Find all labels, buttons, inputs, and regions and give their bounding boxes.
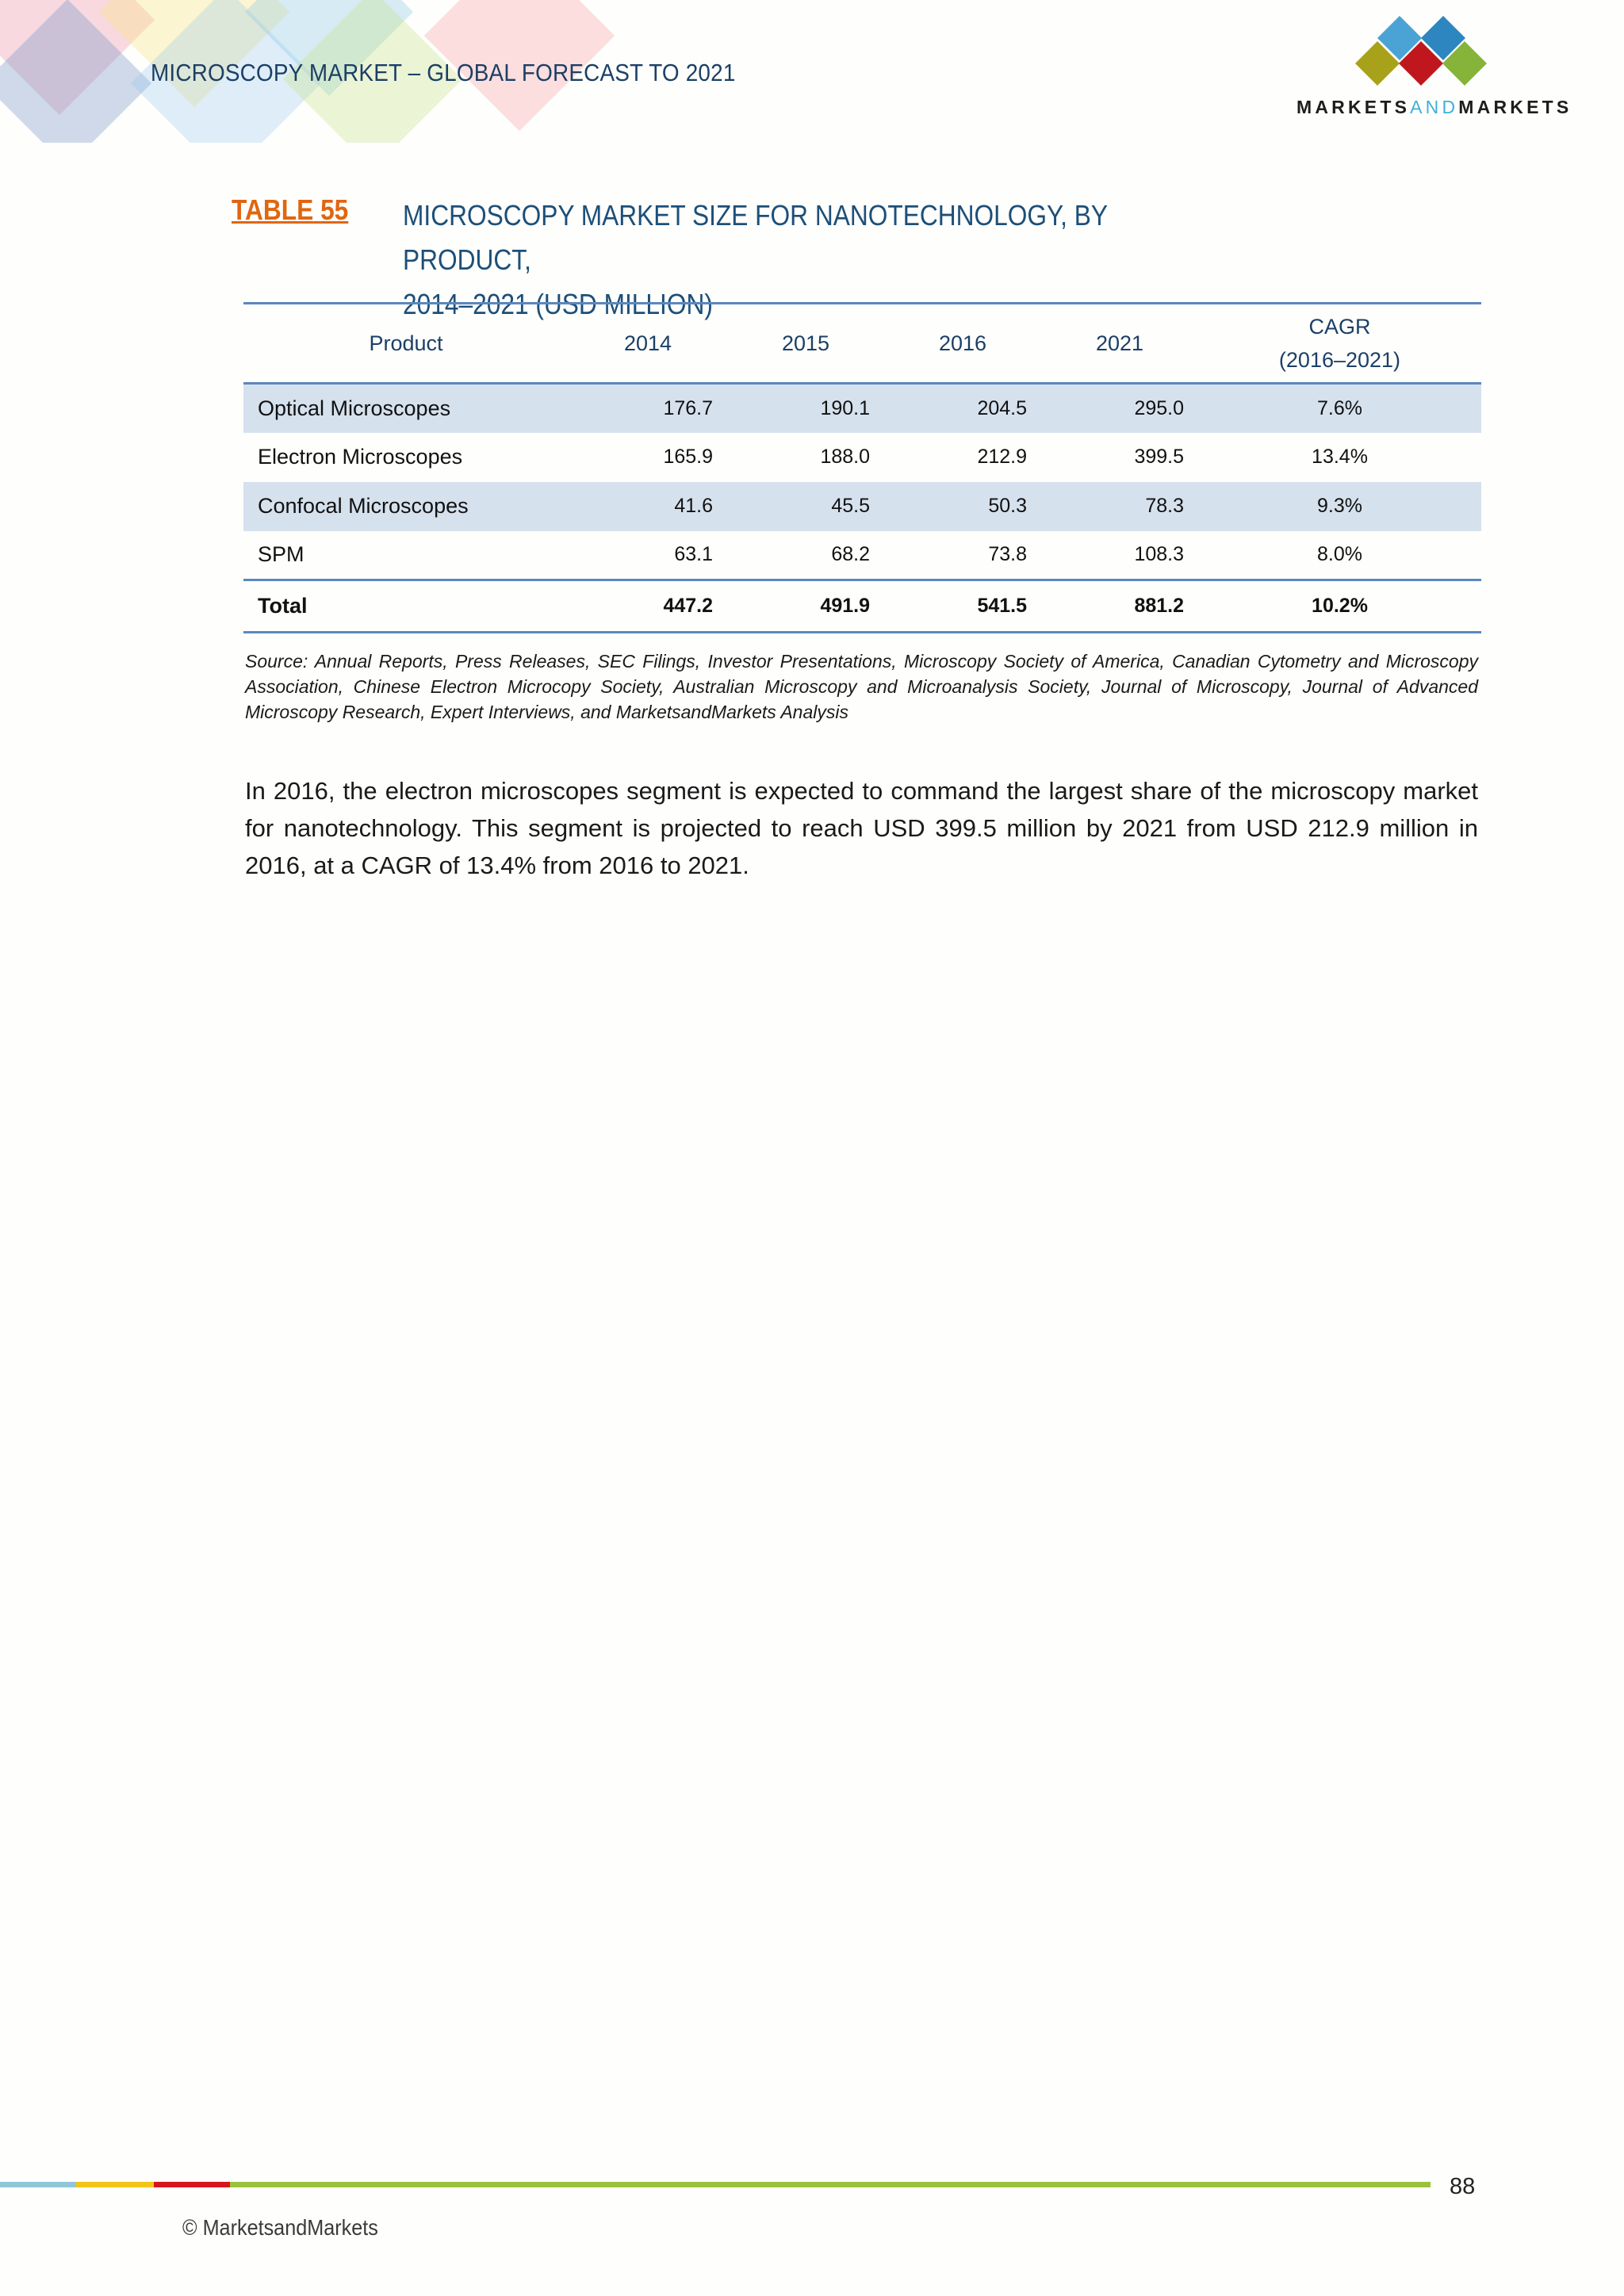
table-title-line-2: 2014–2021 (USD MILLION) [403, 288, 713, 320]
cell-2015: 68.2 [831, 543, 870, 566]
cell-product: Optical Microscopes [258, 396, 451, 420]
cell-product: Total [243, 580, 569, 633]
cell-2016: 73.8 [988, 543, 1027, 566]
copyright: © MarketsandMarkets [182, 2215, 378, 2240]
cell-2021: 78.3 [1145, 495, 1184, 517]
cell-2021: 881.2 [1041, 580, 1198, 633]
table-row [243, 531, 1481, 580]
header-2016: 2016 [884, 304, 1041, 384]
table-title-line-1: MICROSCOPY MARKET SIZE FOR NANOTECHNOLOGY, BY PRODUCT, [403, 199, 1108, 276]
cell-2014: 41.6 [674, 495, 713, 517]
body-paragraph: In 2016, the electron microscopes segment is expected to command the largest share of the microscopy market for nanotechnology. This segment is projected to reach USD 399.5 million by 2021 from USD 212.9 million in 2016, at a CAGR of 13.4% from 2016 to 2021. [245, 777, 1478, 879]
cell-2016: 212.9 [977, 446, 1027, 468]
header-cagr-line-1: CAGR [1308, 315, 1371, 339]
cell-2015: 188.0 [820, 446, 870, 468]
cell-2015: 190.1 [820, 396, 870, 419]
cell-cagr: 9.3% [1317, 495, 1362, 517]
logo-and: AND [1410, 97, 1459, 117]
table-label-word: TABLE [232, 193, 314, 226]
table-header-row [243, 304, 1481, 384]
table-row [243, 384, 1481, 433]
header-cagr [1198, 304, 1481, 384]
table-row [243, 482, 1481, 531]
footer-bar-segment [0, 2182, 76, 2187]
cell-2016: 50.3 [988, 495, 1027, 517]
diamond-logo-icon [1293, 11, 1586, 98]
header-2015: 2015 [727, 304, 884, 384]
cell-cagr: 13.4% [1312, 446, 1368, 468]
cell-product: Electron Microscopes [258, 445, 463, 469]
logo-wordmark [1297, 97, 1586, 118]
cell-2014: 165.9 [663, 446, 713, 468]
cell-2021: 295.0 [1134, 396, 1184, 419]
page-number: 88 [1450, 2174, 1476, 2199]
cell-2016: 541.5 [884, 580, 1041, 633]
cell-product: SPM [258, 542, 304, 567]
cell-2016: 204.5 [977, 396, 1027, 419]
cell-product: Confocal Microscopes [258, 494, 469, 518]
table-label-number: 55 [320, 193, 349, 226]
cell-2014: 176.7 [663, 396, 713, 419]
cell-2014: 63.1 [674, 543, 713, 566]
market-size-table [243, 302, 1481, 633]
cell-2015: 45.5 [831, 495, 870, 517]
footer-bar-segment [76, 2182, 154, 2187]
cell-2015: 491.9 [727, 580, 884, 633]
cell-cagr: 7.6% [1317, 396, 1362, 419]
cell-2021: 399.5 [1134, 446, 1184, 468]
logo-markets-2: MARKETS [1458, 97, 1572, 117]
source-note: Source: Annual Reports, Press Releases, SEC Filings, Investor Presentations, Microscopy Society of America, Canadian Cytometry and Microscopy Association, Chinese Electron Microcopy Society, Australian Microscopy and Microanalysis Society, Journal of Microscopy, Journal of Advanced Microscopy Research, Expert Interviews, and MarketsandMarkets Analysis [245, 651, 1478, 722]
table-row [243, 433, 1481, 482]
cell-cagr: 8.0% [1317, 543, 1362, 566]
header-cagr-line-2: (2016–2021) [1278, 348, 1401, 372]
header-2014: 2014 [569, 304, 727, 384]
cell-2021: 108.3 [1134, 543, 1184, 566]
cell-2014: 447.2 [569, 580, 727, 633]
header-2021: 2021 [1041, 304, 1198, 384]
markets-and-markets-logo [1293, 11, 1586, 122]
footer-bar-segment [230, 2182, 1431, 2187]
table-total-row [243, 580, 1481, 633]
table-label[interactable] [232, 193, 348, 227]
running-title: MICROSCOPY MARKET – GLOBAL FORECAST TO 2021 [151, 59, 736, 86]
footer-bar-segment [154, 2182, 230, 2187]
header-product: Product [243, 304, 569, 384]
logo-markets-1: MARKETS [1297, 97, 1411, 117]
cell-cagr: 10.2% [1198, 580, 1481, 633]
